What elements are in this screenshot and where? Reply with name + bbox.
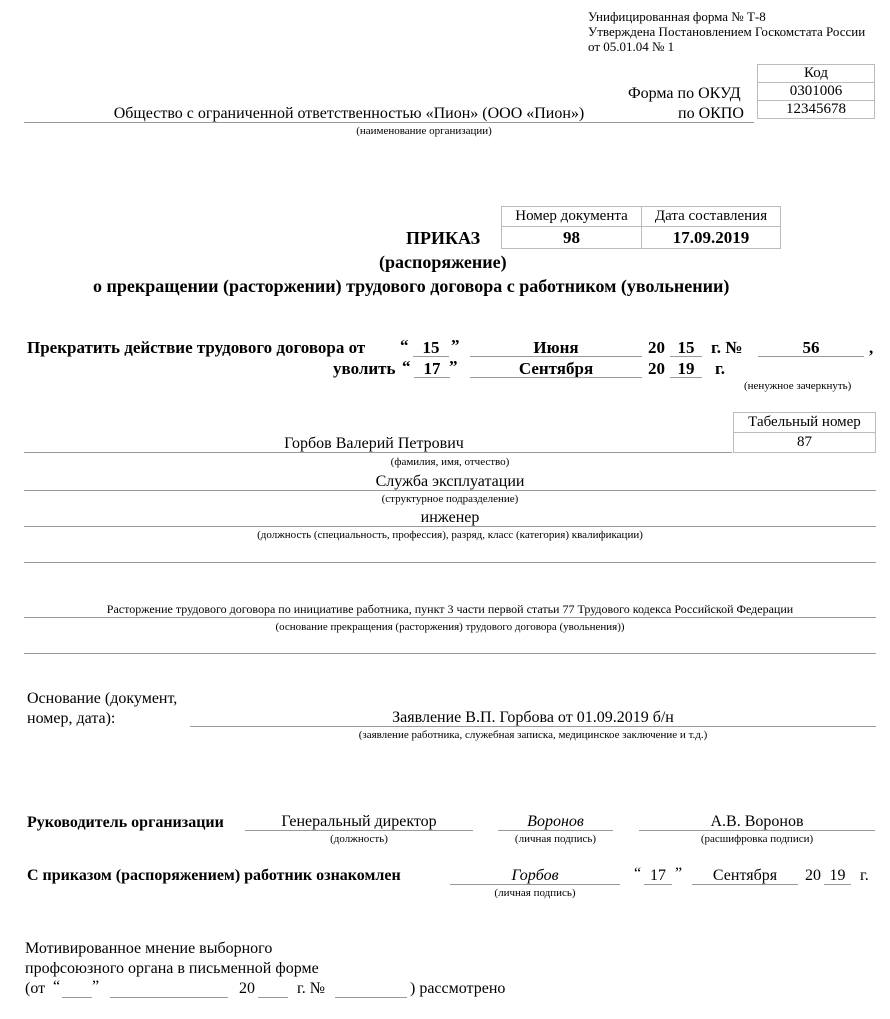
order-subtitle: (распоряжение): [379, 252, 507, 272]
document-date: 17.09.2019: [642, 227, 781, 249]
okud-label: Форма по ОКУД: [628, 85, 741, 102]
position-line: [24, 526, 876, 527]
manager-signature-line: [498, 830, 613, 831]
department: Служба эксплуатации: [375, 473, 525, 490]
dismiss-day: 17: [423, 359, 441, 378]
ack-year-end: г.: [860, 867, 869, 884]
union-month-line: [110, 997, 228, 998]
union-line-1: Мотивированное мнение выборного: [25, 940, 273, 957]
okud-value: 0301006: [758, 83, 875, 101]
union-year-line: [258, 997, 288, 998]
document-number-table: [501, 206, 781, 249]
position-extra-line: [24, 562, 876, 563]
basis-line: [190, 726, 876, 727]
dismiss-label: уволить: [333, 359, 396, 378]
ack-month: Сентября: [712, 867, 778, 884]
document-number: 98: [502, 227, 642, 249]
contract-number-label: г. №: [711, 338, 743, 357]
contract-year-prefix: 20: [648, 338, 665, 357]
acknowledgement-label: С приказом (распоряжением) работник ознакомлен: [27, 867, 401, 884]
basis-value: Заявление В.П. Горбова от 01.09.2019 б/н: [392, 709, 674, 726]
union-from-label: (от: [25, 980, 46, 997]
manager-position: Генеральный директор: [281, 813, 437, 830]
close-quote: ”: [451, 336, 460, 355]
union-reviewed: ) рассмотрено: [410, 980, 506, 997]
department-caption: (структурное подразделение): [381, 493, 519, 505]
ack-open-quote: “: [634, 865, 642, 882]
department-line: [24, 490, 876, 491]
tab-number: 87: [734, 433, 876, 453]
okpo-value: 12345678: [758, 101, 875, 119]
union-number-line: [335, 997, 407, 998]
dismiss-close-quote: ”: [449, 357, 458, 376]
dismiss-year-suffix: 19: [677, 359, 695, 378]
union-year-prefix: 20: [239, 980, 255, 997]
contract-day-line: [413, 356, 449, 357]
dismiss-year-prefix: 20: [648, 359, 665, 378]
union-close-quote: ”: [92, 978, 100, 995]
manager-name-line: [639, 830, 875, 831]
dismiss-month-line: [470, 377, 642, 378]
organization-line: [24, 122, 754, 123]
tab-number-header: Табельный номер: [734, 413, 876, 433]
codes-table: [757, 64, 875, 119]
order-heading: о прекращении (расторжении) трудового договора с работником (увольнении): [93, 276, 730, 296]
grounds-extra-line: [24, 653, 876, 654]
grounds-text: Расторжение трудового договора по инициативе работника, пункт 3 части первой статьи 77 Трудового кодекса Российской Федерации: [106, 602, 794, 616]
employee-name-caption: (фамилия, имя, отчество): [390, 456, 510, 468]
strike-note: (ненужное зачеркнуть): [744, 380, 852, 392]
employee-name-line: [24, 452, 732, 453]
employee-name: Горбов Валерий Петрович: [284, 435, 464, 452]
okpo-label: по ОКПО: [678, 105, 744, 122]
dismiss-open-quote: “: [402, 357, 411, 376]
dismiss-month: Сентября: [518, 359, 594, 378]
order-title: ПРИКАЗ: [406, 228, 481, 248]
basis-label-2: номер, дата):: [27, 710, 116, 727]
terminate-label: Прекратить действие трудового договора от: [27, 338, 366, 357]
ack-day-line: [644, 884, 672, 885]
manager-name: А.В. Воронов: [710, 813, 804, 830]
contract-year-suffix: 15: [677, 338, 695, 357]
grounds-caption: (основание прекращения (расторжения) трудового договора (увольнения)): [275, 621, 625, 633]
manager-label: Руководитель организации: [27, 814, 224, 831]
document-date-header: Дата составления: [642, 207, 781, 227]
employee-signature-caption: (личная подпись): [494, 887, 576, 899]
contract-number-line: [758, 356, 864, 357]
ack-close-quote: ”: [675, 865, 683, 882]
dismiss-year-line: [670, 377, 702, 378]
organization-caption: (наименование организации): [356, 125, 492, 137]
employee-signature-line: [450, 884, 620, 885]
union-line-2: профсоюзного органа в письменной форме: [25, 960, 319, 977]
union-open-quote: “: [53, 978, 61, 995]
ack-year-prefix: 20: [805, 867, 821, 884]
contract-number: 56: [802, 338, 820, 357]
basis-label-1: Основание (документ,: [27, 690, 178, 707]
form-code-line: Унифицированная форма № Т-8: [588, 9, 766, 24]
manager-name-caption: (расшифровка подписи): [700, 833, 814, 845]
manager-position-line: [245, 830, 473, 831]
ack-year-suffix: 19: [829, 867, 846, 884]
approval-date-line: от 05.01.04 № 1: [588, 39, 675, 54]
grounds-line: [24, 617, 876, 618]
ack-year-line: [824, 884, 851, 885]
dismiss-year-end: г.: [715, 359, 726, 378]
code-header: Код: [758, 65, 875, 83]
union-day-line: [62, 997, 92, 998]
manager-signature: Воронов: [527, 813, 584, 830]
ack-month-line: [692, 884, 798, 885]
contract-month-line: [470, 356, 642, 357]
approval-line: Утверждена Постановлением Госкомстата России: [588, 24, 866, 39]
contract-comma: ,: [869, 338, 874, 357]
manager-signature-caption: (личная подпись): [514, 833, 597, 845]
open-quote: “: [400, 336, 409, 355]
employee-signature: Горбов: [511, 867, 559, 884]
contract-day: 15: [422, 338, 440, 357]
position: инженер: [420, 509, 480, 526]
ack-day: 17: [650, 867, 666, 884]
tab-number-table: [733, 412, 876, 453]
document-number-header: Номер документа: [502, 207, 642, 227]
position-caption: (должность (специальность, профессия), разряд, класс (категория) квалификации): [257, 529, 643, 541]
union-number-label: г. №: [297, 980, 326, 997]
basis-caption: (заявление работника, служебная записка, медицинское заключение и т.д.): [358, 729, 708, 741]
dismiss-day-line: [414, 377, 450, 378]
contract-year-line: [670, 356, 702, 357]
manager-position-caption: (должность): [330, 833, 388, 845]
organization-name: Общество с ограниченной ответственностью «Пион» (ООО «Пион»): [113, 105, 585, 122]
contract-month: Июня: [533, 338, 579, 357]
